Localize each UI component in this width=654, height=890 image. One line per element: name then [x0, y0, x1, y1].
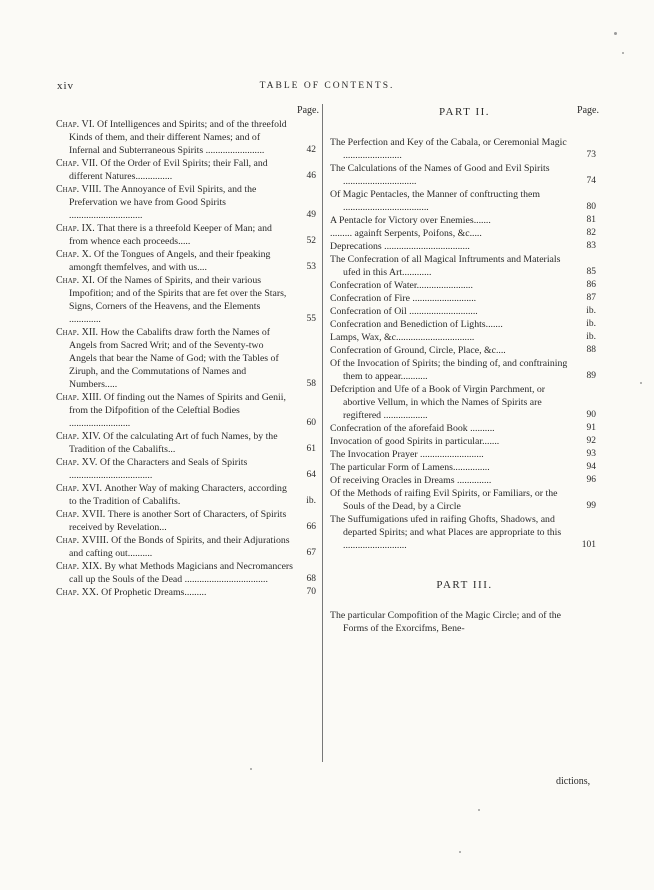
entry-text: Of finding out the Names of Spirits and Genii, from the Difpofition of the Celeftial Bodies ......................... [69, 392, 286, 429]
page-number: 61 [306, 444, 316, 454]
roman-page-number: xiv [57, 80, 75, 92]
chapter-label: Chap. IX. [56, 223, 95, 234]
toc-entry [330, 422, 599, 435]
page-number: 55 [306, 314, 316, 324]
page-number: 53 [306, 262, 316, 272]
entry-text: Of the calculating Art of fuch Names, by the Tradition of the Cabalifts... [69, 431, 278, 455]
toc-entry [330, 188, 599, 214]
page-number: 64 [306, 470, 316, 480]
entry-text: Deprecations ................................... [330, 241, 470, 252]
entry-text: There is another Sort of Characters, of Spirits received by Revelation... [69, 509, 287, 533]
page-number: 73 [586, 150, 596, 160]
paper-speck [250, 768, 252, 770]
entry-text: Of the Names of Spirits, and their various Impofition; and of the Spirits that are fet over the Stars, Signs, Corners of the Heavens, and the Elements ............. [69, 275, 287, 325]
chapter-label: Chap. XIX. [56, 561, 102, 572]
page-number: 66 [306, 522, 316, 532]
entry-text: Defcription and Ufe of a Book of Virgin Parchment, or abortive Vellum, in which the Names of Spirits are regiftered .................. [330, 384, 546, 421]
toc-entry [330, 474, 599, 487]
page-number: 80 [586, 202, 596, 212]
page-number: ib. [306, 496, 316, 506]
paper-speck [459, 851, 461, 853]
entry-text: The Calculations of the Names of Good and Evil Spirits .............................. [330, 163, 550, 187]
chapter-label: Chap. XV. [56, 457, 98, 468]
page-number: 99 [586, 501, 596, 511]
toc-entry [56, 118, 319, 157]
page-number: 89 [586, 371, 596, 381]
toc-entry [56, 326, 319, 391]
toc-entry [330, 292, 599, 305]
page-number: 52 [306, 236, 316, 246]
toc-entry [330, 279, 599, 292]
chapter-label: Chap. XII. [56, 327, 99, 338]
part-two-heading: PART II. [438, 106, 491, 118]
toc-entry [56, 274, 319, 326]
toc-entry [330, 136, 599, 162]
chapter-label: Chap. XVII. [56, 509, 106, 520]
entry-text: That there is a threefold Keeper of Man; and from whence each proceeds..... [69, 223, 272, 247]
page-number: 101 [581, 540, 596, 550]
toc-entry [330, 227, 599, 240]
page-number: 92 [586, 436, 596, 446]
toc-entry [56, 248, 319, 274]
entry-text: How the Cabalifts draw forth the Names of Angels from Sacred Writ; and of the Seventy-two Angels that bear the Name of God; with the Tables of Ziruph, and the Commutations of Names and Numbers..... [69, 327, 279, 390]
toc-entry [330, 513, 599, 552]
entry-text: Invocation of good Spirits in particular....... [330, 436, 500, 447]
toc-entry [330, 435, 599, 448]
entry-text: Confecration of Fire .......................... [330, 293, 477, 304]
toc-entry [330, 609, 599, 635]
entry-text: Of the Characters and Seals of Spirits .................................. [69, 457, 248, 481]
toc-entry [330, 461, 599, 474]
entry-text: The Suffumigations ufed in raifing Ghofts, Shadows, and departed Spirits; and what Places are appropriate to this .......................... [330, 514, 562, 551]
part-three-heading: PART III. [436, 579, 493, 591]
chapter-label: Chap. XVIII. [56, 535, 109, 546]
toc-entry [56, 482, 319, 508]
entry-text: ......... againft Serpents, Poifons, &c..... [330, 228, 482, 239]
page-number: 93 [586, 449, 596, 459]
toc-entry [330, 162, 599, 188]
page-number: 42 [306, 145, 316, 155]
toc-entry [56, 157, 319, 183]
page-number: 91 [586, 423, 596, 433]
toc-entry [56, 586, 319, 599]
toc-entry [56, 456, 319, 482]
page-number: 67 [306, 548, 316, 558]
page-number: 96 [586, 475, 596, 485]
page-number: 82 [586, 228, 596, 238]
chapter-label: Chap. XX. [56, 587, 99, 598]
page-number: ib. [586, 332, 596, 342]
left-column [56, 104, 319, 599]
toc-entry [330, 448, 599, 461]
left-entries-list [56, 118, 319, 599]
page-number: ib. [586, 306, 596, 316]
entry-text: The particular Compofition of the Magic Circle; and of the Forms of the Exorcifms, Bene- [330, 610, 561, 634]
page-number: 68 [306, 574, 316, 584]
chapter-label: Chap. VIII. [56, 184, 102, 195]
page-number: 85 [586, 267, 596, 277]
toc-entry [330, 305, 599, 318]
page-heading: Page. [297, 105, 319, 116]
right-column [330, 104, 599, 635]
entry-text: A Pentacle for Victory over Enemies....... [330, 215, 491, 226]
entry-text: Of the Bonds of Spirits, and their Adjurations and cafting out.......... [69, 535, 290, 559]
toc-entry [330, 383, 599, 422]
column-divider [322, 104, 323, 762]
paper-speck [614, 32, 617, 35]
page-number: 58 [306, 379, 316, 389]
entry-text: The Annoyance of Evil Spirits, and the Prefervation we have from Good Spirits .............................. [69, 184, 257, 221]
page-number: 90 [586, 410, 596, 420]
entry-text: Confecration of Oil ............................ [330, 306, 478, 317]
chapter-label: Chap. VI. [56, 119, 95, 130]
entry-text: The particular Form of Lamens............... [330, 462, 490, 473]
toc-entry [330, 240, 599, 253]
toc-entry [330, 214, 599, 227]
toc-entry [56, 391, 319, 430]
page-number: 46 [306, 171, 316, 181]
chapter-label: Chap. XI. [56, 275, 95, 286]
entry-text: Of Magic Pentacles, the Manner of conftructing them ................................... [330, 189, 541, 213]
page-number: 81 [586, 215, 596, 225]
toc-entry [330, 487, 599, 513]
entry-text: The Confecration of all Magical Inftruments and Materials ufed in this Art............ [330, 254, 561, 278]
toc-entry [56, 560, 319, 586]
entry-text: Of the Tongues of Angels, and their fpeaking amongft themfelves, and with us.... [69, 249, 271, 273]
page-number: 86 [586, 280, 596, 290]
entry-text: Of the Methods of raifing Evil Spirits, or Familiars, or the Souls of the Dead, by a Circle [330, 488, 558, 512]
page-number: 87 [586, 293, 596, 303]
toc-entry [330, 318, 599, 331]
entry-text: Confecration and Benediction of Lights....... [330, 319, 503, 330]
toc-entry [56, 183, 319, 222]
entry-text: Confecration of the aforefaid Book .......... [330, 423, 495, 434]
chapter-label: Chap. XVI. [56, 483, 102, 494]
toc-entry [56, 222, 319, 248]
toc-entry [330, 344, 599, 357]
page-number: 83 [586, 241, 596, 251]
chapter-label: Chap. XIV. [56, 431, 101, 442]
chapter-label: Chap. X. [56, 249, 92, 260]
paper-speck [622, 52, 624, 54]
catchword: dictions, [556, 776, 591, 787]
entry-text: Lamps, Wax, &c................................ [330, 332, 475, 343]
toc-entry [56, 508, 319, 534]
page-number: 49 [306, 210, 316, 220]
page-number: 60 [306, 418, 316, 428]
chapter-label: Chap. VII. [56, 158, 98, 169]
entry-text: Of the Order of Evil Spirits; their Fall, and different Natures............... [69, 158, 268, 182]
entry-text: Confecration of Water....................... [330, 280, 473, 291]
entry-text: Of Prophetic Dreams......... [101, 587, 207, 598]
entry-text: By what Methods Magicians and Necromancers call up the Souls of the Dead .................................. [69, 561, 293, 585]
right-entries-list [330, 136, 599, 552]
entry-text: Confecration of Ground, Circle, Place, &c.... [330, 345, 506, 356]
entry-text: Of the Invocation of Spirits; the binding of, and conftraining them to appear........... [330, 358, 568, 382]
page-number: 88 [586, 345, 596, 355]
toc-entry [330, 357, 599, 383]
page-number: 94 [586, 462, 596, 472]
entry-text: The Perfection and Key of the Cabala, or Ceremonial Magic ........................ [330, 137, 567, 161]
running-title: TABLE OF CONTENTS. [259, 81, 395, 91]
page-number: 74 [586, 176, 596, 186]
toc-entry [56, 430, 319, 456]
page-number: 70 [306, 587, 316, 597]
chapter-label: Chap. XIII. [56, 392, 102, 403]
paper-speck [640, 382, 642, 384]
toc-entry [330, 331, 599, 344]
page-heading: Page. [577, 105, 599, 116]
paper-speck [478, 809, 480, 811]
entry-text: The Invocation Prayer .......................... [330, 449, 484, 460]
entry-text: Another Way of making Characters, according to the Tradition of Cabalifts. [69, 483, 287, 507]
entry-text: Of Intelligences and Spirits; and of the threefold Kinds of them, and their different Names; and of Infernal and Subterraneous Spirits ........................ [69, 119, 287, 156]
page-number: ib. [586, 319, 596, 329]
entry-text: Of receiving Oracles in Dreams .............. [330, 475, 492, 486]
toc-entry [56, 534, 319, 560]
toc-entry [330, 253, 599, 279]
